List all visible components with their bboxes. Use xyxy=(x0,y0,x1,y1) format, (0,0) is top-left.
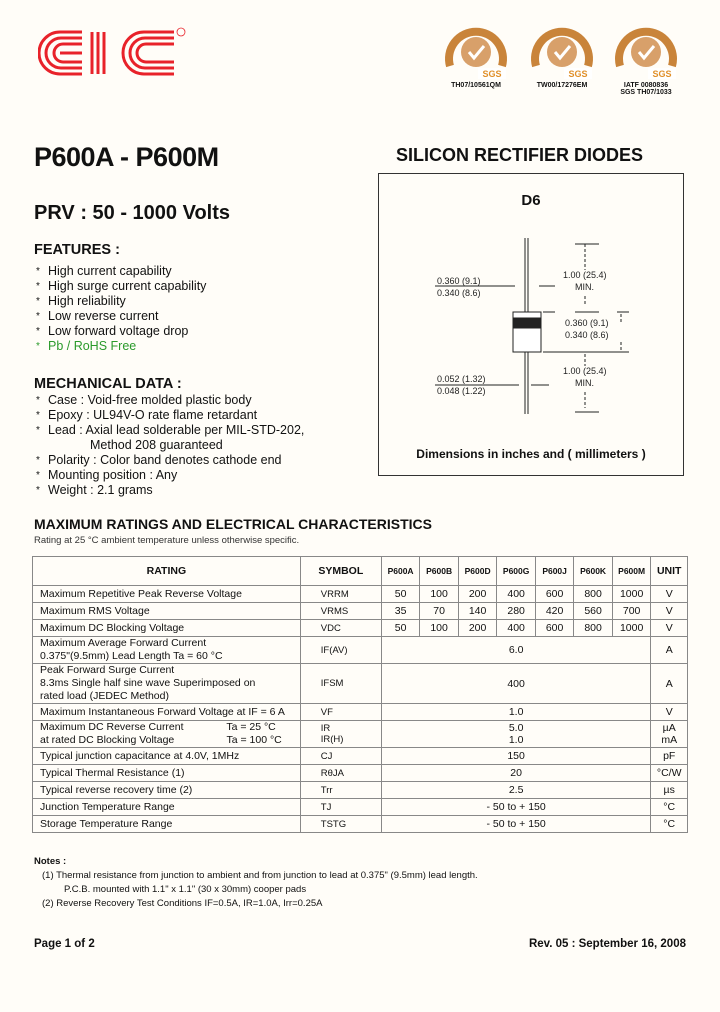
table-row xyxy=(33,748,688,765)
col-part: P600B xyxy=(420,557,459,586)
value-cell: 100 xyxy=(420,620,459,637)
dim-lead-len-bot: 1.00 (25.4) xyxy=(563,366,607,376)
dim-lead-len-bot-min: MIN. xyxy=(575,378,594,388)
value-line: 5.0 xyxy=(508,722,524,734)
ratings-table xyxy=(32,556,688,833)
dim-wire-min: 0.048 (1.22) xyxy=(437,386,486,396)
table-row xyxy=(33,782,688,799)
page-title: P600A - P600M xyxy=(34,142,219,172)
symbol-cell: IF(AV) xyxy=(300,637,381,664)
table-row xyxy=(33,721,688,748)
unit-cell: V xyxy=(651,586,688,603)
col-rating: RATING xyxy=(33,557,301,586)
mechanical-list xyxy=(34,393,304,498)
unit-cell xyxy=(651,721,688,748)
cert-code-extra: SGS TH07/1033 xyxy=(620,89,672,96)
value-cell: 800 xyxy=(574,586,613,603)
symbol-cell: VF xyxy=(300,704,381,721)
col-part: P600K xyxy=(574,557,613,586)
value-cell: 150 xyxy=(381,748,651,765)
value-cell: 400 xyxy=(381,664,651,704)
rohs-item: * Pb / RoHS Free xyxy=(34,339,206,354)
col-part: P600M xyxy=(612,557,651,586)
col-part: P600G xyxy=(497,557,536,586)
param-line: Peak Forward Surge Current xyxy=(40,664,175,676)
table-row xyxy=(33,816,688,833)
sgs-ts16949-icon xyxy=(612,24,680,80)
param-cell: Typical reverse recovery time (2) xyxy=(33,782,301,799)
table-row xyxy=(33,637,688,664)
cert-badge-3 xyxy=(608,24,684,96)
list-item: * High current capability xyxy=(34,264,206,279)
unit-cell: pF xyxy=(651,748,688,765)
symbol-cell: VDC xyxy=(300,620,381,637)
table-row xyxy=(33,799,688,816)
list-item: * Lead : Axial lead solderable per MIL-STD-202, xyxy=(34,423,304,438)
unit-cell: °C xyxy=(651,816,688,833)
table-row xyxy=(33,603,688,620)
unit-cell: V xyxy=(651,704,688,721)
col-part: P600J xyxy=(535,557,573,586)
list-item: * Case : Void-free molded plastic body xyxy=(34,393,304,408)
value-cell: 800 xyxy=(574,620,613,637)
value-cell: 2.5 xyxy=(381,782,651,799)
list-item: * Mounting position : Any xyxy=(34,468,304,483)
symbol-line: IR xyxy=(320,723,331,734)
symbol-cell: TJ xyxy=(300,799,381,816)
symbol-line: IR(H) xyxy=(320,734,344,745)
notes-section xyxy=(34,855,674,911)
table-header-row xyxy=(33,557,688,586)
unit-cell: V xyxy=(651,603,688,620)
value-cell: 50 xyxy=(381,586,420,603)
col-part: P600D xyxy=(458,557,497,586)
value-cell: 600 xyxy=(535,620,573,637)
diode-outline-diagram xyxy=(379,174,683,475)
param-text: Maximum DC Reverse Current xyxy=(40,721,184,733)
unit-cell: °C xyxy=(651,799,688,816)
symbol-cell: VRMS xyxy=(300,603,381,620)
notes-title: Notes : xyxy=(34,856,67,867)
list-item: * High reliability xyxy=(34,294,206,309)
value-cell: - 50 to + 150 xyxy=(381,799,651,816)
unit-line: mA xyxy=(661,734,678,746)
package-name: D6 xyxy=(521,192,541,209)
condition: Ta = 100 °C xyxy=(226,734,282,746)
cert-code: IATF 0080836 xyxy=(623,82,669,89)
value-cell: 700 xyxy=(612,603,651,620)
cert-3-ring-label: SGS xyxy=(652,69,672,79)
table-row xyxy=(33,664,688,704)
cert-2-ring-label: SGS xyxy=(568,69,588,79)
table-row xyxy=(33,586,688,603)
symbol-cell xyxy=(300,721,381,748)
dim-body-len-max: 0.360 (9.1) xyxy=(565,318,609,328)
list-item: * Low forward voltage drop xyxy=(34,324,206,339)
value-cell: 1000 xyxy=(612,620,651,637)
list-item: * Low reverse current xyxy=(34,309,206,324)
param-text: at rated DC Blocking Voltage xyxy=(40,734,175,746)
param-line: 0.375"(9.5mm) Lead Length Ta = 60 °C xyxy=(40,650,223,662)
ratings-title: MAXIMUM RATINGS AND ELECTRICAL CHARACTERISTICS xyxy=(34,516,432,532)
note-1: (1) Thermal resistance from junction to ambient and from junction to lead at 0.375" (9.5mm) lead length. xyxy=(42,870,478,881)
param-cell: Maximum Repetitive Peak Reverse Voltage xyxy=(33,586,301,603)
value-cell: 420 xyxy=(535,603,573,620)
features-list xyxy=(34,264,206,354)
value-cell: 600 xyxy=(535,586,573,603)
condition: Ta = 25 °C xyxy=(226,721,276,733)
value-cell: 1000 xyxy=(612,586,651,603)
list-item-cont: Method 208 guaranteed xyxy=(90,438,223,452)
note-2: (2) Reverse Recovery Test Conditions IF=0.5A, IR=1.0A, Irr=0.25A xyxy=(42,898,323,909)
list-item: * High surge current capability xyxy=(34,279,206,294)
col-unit: UNIT xyxy=(651,557,688,586)
list-item: * Weight : 2.1 grams xyxy=(34,483,304,498)
dimension-caption: Dimensions in inches and ( millimeters ) xyxy=(416,447,646,461)
value-cell: 280 xyxy=(497,603,536,620)
param-cell xyxy=(33,664,301,704)
param-line: 8.3ms Single half sine wave Superimposed on xyxy=(40,677,256,689)
param-line xyxy=(40,734,298,747)
value-cell: 200 xyxy=(458,620,497,637)
sgs-iso14001-icon xyxy=(528,24,596,80)
symbol-cell: IFSM xyxy=(300,664,381,704)
package-drawing xyxy=(378,173,684,476)
value-line: 1.0 xyxy=(508,734,524,746)
param-cell xyxy=(33,721,301,748)
value-cell: 140 xyxy=(458,603,497,620)
table-row xyxy=(33,704,688,721)
value-cell: 6.0 xyxy=(381,637,651,664)
mechanical-title: MECHANICAL DATA : xyxy=(34,376,182,392)
product-category: SILICON RECTIFIER DIODES xyxy=(396,145,644,165)
table-row xyxy=(33,620,688,637)
cert-code: TH07/10561QM xyxy=(451,82,501,89)
list-item: * Epoxy : UL94V-O rate flame retardant xyxy=(34,408,304,423)
unit-cell: V xyxy=(651,620,688,637)
sgs-iso9001-icon xyxy=(442,24,510,80)
param-cell: Typical junction capacitance at 4.0V, 1MHz xyxy=(33,748,301,765)
eic-logo xyxy=(38,26,188,80)
symbol-cell: RθJA xyxy=(300,765,381,782)
unit-cell: °C/W xyxy=(651,765,688,782)
value-cell: 100 xyxy=(420,586,459,603)
value-cell: 20 xyxy=(381,765,651,782)
note-1b: P.C.B. mounted with 1.1" x 1.1" (30 x 30mm) cooper pads xyxy=(64,884,307,895)
col-symbol: SYMBOL xyxy=(300,557,381,586)
param-line: rated load (JEDEC Method) xyxy=(40,690,169,702)
value-cell: 560 xyxy=(574,603,613,620)
dim-lead-dia-max: 0.360 (9.1) xyxy=(437,276,481,286)
value-cell: 200 xyxy=(458,586,497,603)
unit-cell: A xyxy=(651,637,688,664)
param-line: Maximum Average Forward Current xyxy=(40,637,207,649)
unit-cell: A xyxy=(651,664,688,704)
page-number: Page 1 of 2 xyxy=(34,938,95,950)
param-line xyxy=(40,721,298,734)
unit-line: µA xyxy=(662,722,676,734)
features-title: FEATURES : xyxy=(34,242,120,258)
symbol-cell: CJ xyxy=(300,748,381,765)
value-cell xyxy=(381,721,651,748)
value-cell: 400 xyxy=(497,586,536,603)
col-part: P600A xyxy=(381,557,420,586)
symbol-cell: TSTG xyxy=(300,816,381,833)
dim-lead-len-top-min: MIN. xyxy=(575,282,594,292)
symbol-cell: Trr xyxy=(300,782,381,799)
param-cell: Maximum RMS Voltage xyxy=(33,603,301,620)
value-cell: 1.0 xyxy=(381,704,651,721)
value-cell: - 50 to + 150 xyxy=(381,816,651,833)
param-cell: Typical Thermal Resistance (1) xyxy=(33,765,301,782)
param-cell: Junction Temperature Range xyxy=(33,799,301,816)
ratings-note: Rating at 25 °C ambient temperature unless otherwise specific. xyxy=(34,535,300,546)
dim-wire-max: 0.052 (1.32) xyxy=(437,374,486,384)
dim-lead-len-top: 1.00 (25.4) xyxy=(563,270,607,280)
revision: Rev. 05 : September 16, 2008 xyxy=(528,938,686,950)
param-cell: Maximum Instantaneous Forward Voltage at IF = 6 A xyxy=(33,704,301,721)
unit-cell: µs xyxy=(651,782,688,799)
cert-code: TW00/17276EM xyxy=(536,82,588,89)
list-item: * Polarity : Color band denotes cathode end xyxy=(34,453,304,468)
value-cell: 70 xyxy=(420,603,459,620)
cert-badge-1 xyxy=(438,24,514,89)
prv-rating: PRV : 50 - 1000 Volts xyxy=(34,202,231,224)
value-cell: 400 xyxy=(497,620,536,637)
dim-lead-dia-min: 0.340 (8.6) xyxy=(437,288,481,298)
value-cell: 50 xyxy=(381,620,420,637)
dim-body-len-min: 0.340 (8.6) xyxy=(565,330,609,340)
cert-1-ring-label: SGS xyxy=(482,69,502,79)
param-cell: Maximum DC Blocking Voltage xyxy=(33,620,301,637)
cert-badge-2 xyxy=(524,24,600,89)
param-cell xyxy=(33,637,301,664)
symbol-cell: VRRM xyxy=(300,586,381,603)
value-cell: 35 xyxy=(381,603,420,620)
param-cell: Storage Temperature Range xyxy=(33,816,301,833)
table-row xyxy=(33,765,688,782)
